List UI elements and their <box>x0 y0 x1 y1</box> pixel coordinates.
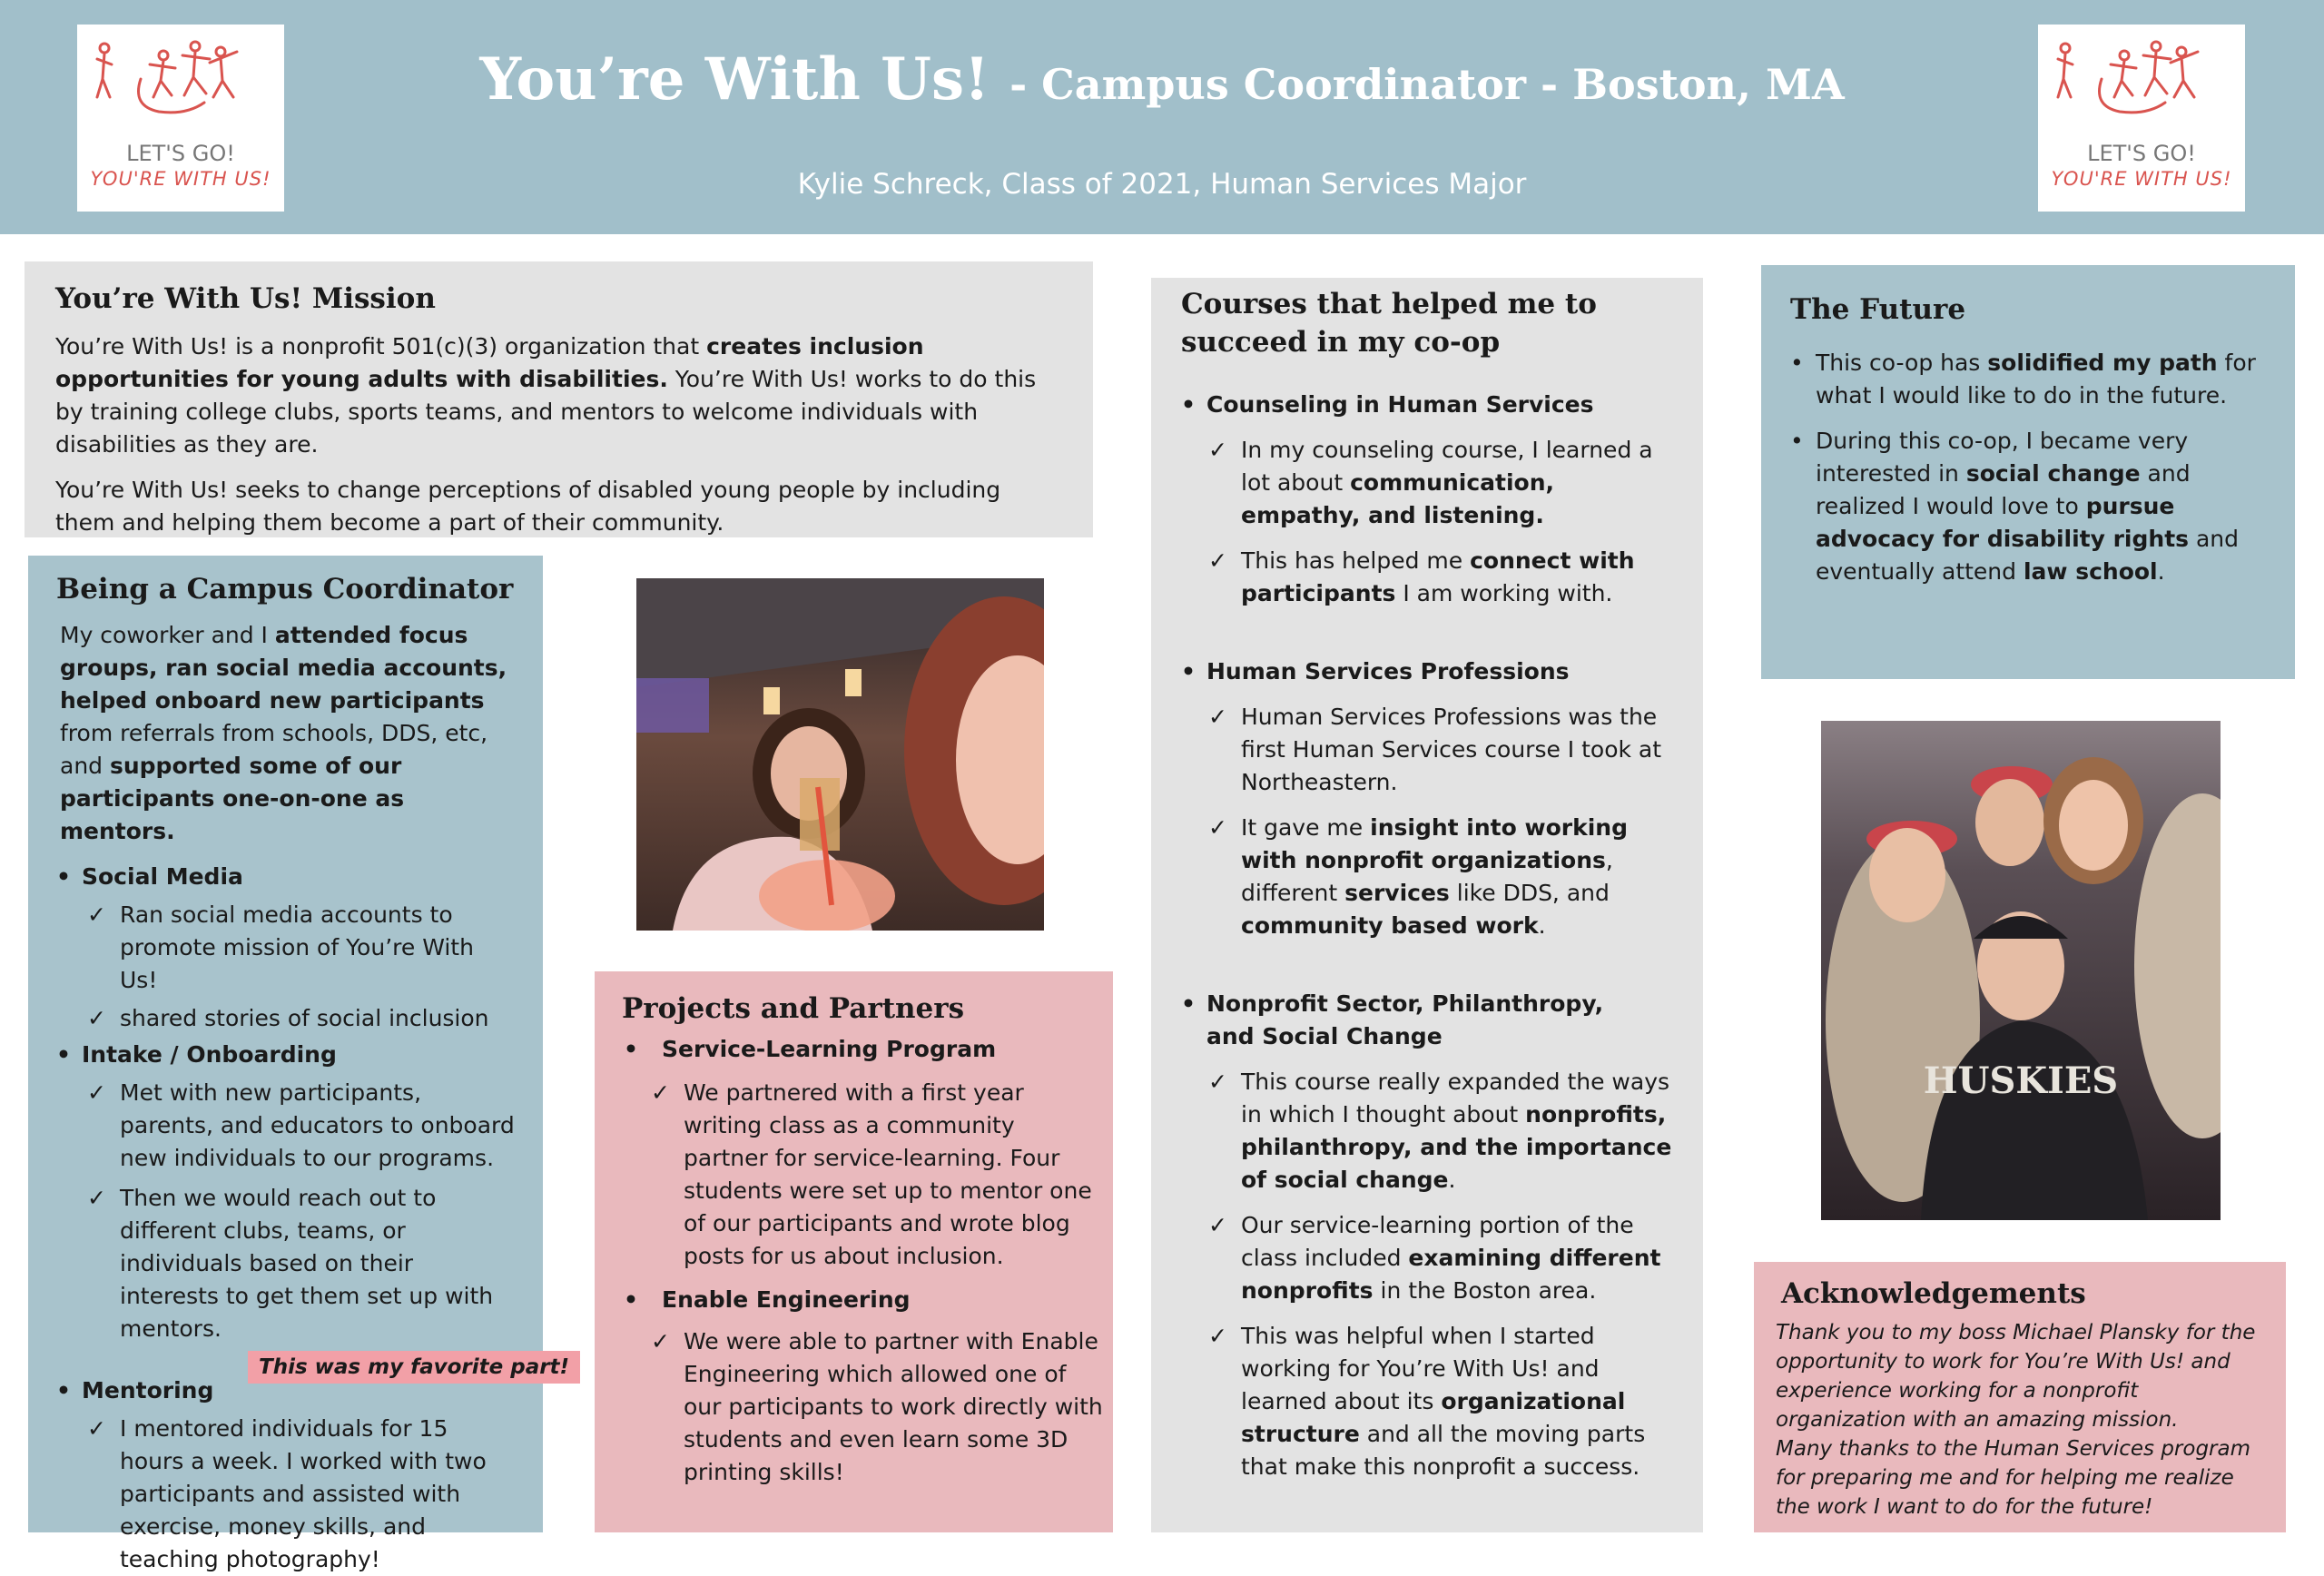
course-label: • Counseling in Human Services <box>1181 389 1676 421</box>
list-item: ✓ shared stories of social inclusion <box>87 1002 516 1035</box>
logo-text-line1: LET'S GO! <box>2087 141 2196 166</box>
intake-label: • Intake / Onboarding <box>56 1039 516 1071</box>
coordinator-panel <box>28 556 570 1572</box>
mission-panel <box>25 261 1093 537</box>
future-heading: The Future <box>1790 293 1966 326</box>
text-run: for what I would like to do in the future. <box>1816 350 2256 409</box>
acknowledgements-heading: Acknowledgements <box>1781 1277 2086 1310</box>
group-photo <box>1821 721 2221 1220</box>
text-run: like DDS, and <box>1449 880 1610 906</box>
courses-heading: Courses that helped me to succeed in my co-op <box>1181 288 1597 359</box>
shirt-text: HUSKIES <box>1923 1059 2119 1102</box>
bold-text: connect with participants <box>1241 547 1635 606</box>
logo-text-line2: YOU'RE WITH US! <box>2051 168 2232 190</box>
text-run: in the Boston area. <box>1373 1277 1597 1304</box>
coordinator-intro <box>56 619 523 848</box>
text-run: This course really expanded the ways in which I thought about <box>1241 1069 1670 1128</box>
text-run: It gave me <box>1241 814 1371 841</box>
projects-heading: Projects and Partners <box>622 992 965 1025</box>
list-item <box>1208 434 1676 532</box>
text-run: . <box>1448 1167 1456 1193</box>
list-item <box>1208 545 1676 610</box>
text-run: You’re With Us! seeks to change perceptions of disabled young people by including them and helping them become a part of their community. <box>55 477 1001 536</box>
bold-text: organizational structure <box>1241 1388 1626 1447</box>
acknowledgements-text-2: Many thanks to the Human Services program for preparing me and for helping me realize the work I want to do for the future! <box>1776 1437 2251 1519</box>
text-run: Human Services Professions was the first Human Services course I took at Northeastern. <box>1241 704 1662 795</box>
list-item: ✓ Then we would reach out to different clubs, teams, or individuals based on their interests to get them set up with mentors. <box>87 1182 516 1345</box>
text-run: , different <box>1241 847 1613 906</box>
list-item <box>1208 1066 1676 1197</box>
future-panel <box>1761 265 2295 679</box>
selfie-photo <box>636 578 1044 931</box>
course-professions <box>1181 655 1676 942</box>
list-item: ✓ Ran social media accounts to promote mission of You’re With Us! <box>87 899 516 997</box>
text-run: I am working with. <box>1395 580 1613 606</box>
course-nonprofit <box>1181 988 1676 1483</box>
bold-text: nonprofits, philanthropy, and the importance of social change <box>1241 1101 1672 1193</box>
bold-text: supported some of our participants one-on-one as mentors. <box>60 753 405 844</box>
list-item: ✓ I mentored individuals for 15 hours a week. I worked with two participants and assisted with exercise, money skills, and teaching photography! <box>87 1413 516 1576</box>
text-run: During this co-op, I became very interested in <box>1816 428 2189 487</box>
list-item <box>1790 425 2268 588</box>
poster-title <box>0 45 2324 113</box>
course-counseling <box>1181 389 1676 610</box>
acknowledgements-text-1: Thank you to my boss Michael Plansky for the opportunity to work for You’re With Us! and experience working for a nonprofit organization with an amazing mission. <box>1776 1321 2256 1432</box>
list-item <box>1208 1320 1676 1483</box>
bold-text: social change <box>1965 460 2141 487</box>
favorite-callout: This was my favorite part! <box>248 1351 580 1384</box>
service-learning-label: • Service-Learning Program <box>624 1033 1104 1066</box>
logo-text-line2: YOU'RE WITH US! <box>90 168 271 190</box>
bold-text: communication, empathy, and listening. <box>1241 469 1555 528</box>
acknowledgements-panel <box>1754 1262 2286 1532</box>
list-item <box>1208 812 1676 942</box>
mentoring-section <box>56 1355 570 1576</box>
text-run: My coworker and I <box>60 622 275 648</box>
text-run: . <box>1538 912 1546 939</box>
text-run: Our service-learning portion of the class included <box>1241 1212 1634 1271</box>
text-run: This was helpful when I started working for You’re With Us! and learned about its <box>1241 1323 1600 1414</box>
bold-text: examining different nonprofits <box>1241 1245 1661 1304</box>
text-run: and eventually attend <box>1816 526 2240 585</box>
courses-panel <box>1151 278 1703 1532</box>
title-sub: - Campus Coordinator - Boston, MA <box>1009 60 1845 109</box>
enable-engineering-label: • Enable Engineering <box>624 1284 1104 1316</box>
intake-section <box>56 1039 516 1345</box>
bold-text: pursue advocacy for disability rights <box>1816 493 2190 552</box>
social-media-label: • Social Media <box>56 861 516 893</box>
list-item: ✓ Met with new participants, parents, and educators to onboard new individuals to our programs. <box>87 1077 516 1175</box>
bold-text: creates inclusion opportunities for young adults with disabilities. <box>55 333 924 392</box>
projects-panel <box>595 971 1113 1532</box>
mission-paragraph-2 <box>55 474 1054 539</box>
bold-text: law school <box>2023 558 2158 585</box>
list-item <box>1208 701 1676 799</box>
list-item <box>1208 1209 1676 1307</box>
mission-paragraph-1 <box>55 330 1054 461</box>
text-run: from referrals from schools, DDS, etc, and <box>60 720 488 779</box>
text-run: and all the moving parts that make this nonprofit a success. <box>1241 1421 1646 1480</box>
logo-text-line1: LET'S GO! <box>126 141 235 166</box>
course-label: • Nonprofit Sector, Philanthropy, and Social Change <box>1181 988 1633 1053</box>
social-media-section <box>56 861 516 1035</box>
list-item: ✓ We partnered with a first year writing class as a community partner for service-learning. Four students were set up to mentor one of our participants and wrote blog posts for us about inclusion. <box>651 1077 1104 1273</box>
title-main: You’re With Us! <box>479 45 990 113</box>
bold-text: services <box>1344 880 1450 906</box>
bold-text: solidified my path <box>1987 350 2218 376</box>
bold-text: attended focus groups, ran social media accounts, helped onboard new participants <box>60 622 507 714</box>
list-item <box>1790 347 2268 412</box>
text-run: You’re With Us! is a nonprofit 501(c)(3) organization that <box>55 333 707 360</box>
text-run: You’re With Us! works to do this by training college clubs, sports teams, and mentors to welcome individuals with disabilities as they are. <box>55 366 1037 458</box>
text-run: and realized I would love to <box>1816 460 2191 519</box>
text-run: In my counseling course, I learned a lot about <box>1241 437 1653 496</box>
coordinator-heading: Being a Campus Coordinator <box>56 573 514 606</box>
text-run: This has helped me <box>1241 547 1471 574</box>
bold-text: insight into working with nonprofit organizations <box>1241 814 1628 873</box>
bold-text: community based work <box>1241 912 1539 939</box>
text-run: . <box>2157 558 2165 585</box>
text-run: This co-op has <box>1816 350 1988 376</box>
mission-heading: You’re With Us! Mission <box>55 282 436 315</box>
author-byline: Kylie Schreck, Class of 2021, Human Services Major <box>797 168 1527 201</box>
list-item: ✓ We were able to partner with Enable Engineering which allowed one of our participants to work directly with students and even learn some 3D printing skills! <box>651 1325 1104 1489</box>
mentoring-label: • Mentoring <box>56 1374 516 1407</box>
course-label: • Human Services Professions <box>1181 655 1676 688</box>
